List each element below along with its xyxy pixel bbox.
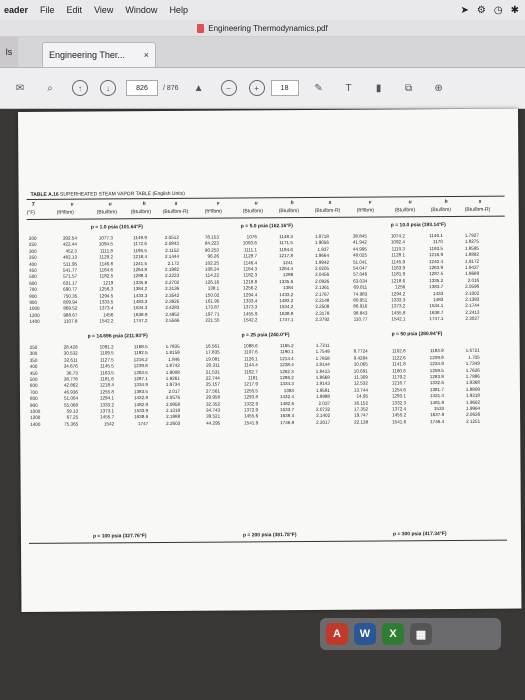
col-unit: (ft³/lbm) bbox=[56, 209, 74, 216]
excel-app-icon[interactable]: X bbox=[382, 623, 404, 645]
col-symbol: s bbox=[478, 198, 482, 205]
pressure-title: p = 200 psia (381.78°F) bbox=[242, 532, 297, 539]
col-symbol: h bbox=[290, 200, 294, 207]
table-title: TABLE A.16 SUPERHEATED STEAM VAPOR TABLE (English Units) bbox=[30, 190, 186, 198]
page-count: / 876 bbox=[163, 84, 179, 92]
col-unit: (Btu/lbm-R) bbox=[162, 208, 189, 215]
col-symbol: T bbox=[31, 201, 35, 208]
pdf-app-icon[interactable]: A bbox=[326, 623, 348, 645]
data-column: 1149.9 1172.6 1195.5 1218.4 1241.5 1264.8 1288.3 1335.8 1384.2 1433.3 1483.3 1534.3 1638.9 1747.2 bbox=[132, 235, 148, 324]
data-column: 1.7927 1.8275 1.8595 1.8892 1.9172 1.9437 1.9689 2.016 2.0596 2.1002 2.1383 2.1744 2.2413 2.3027 bbox=[464, 232, 480, 322]
dock bbox=[320, 618, 501, 650]
col-symbol: h bbox=[142, 201, 146, 208]
col-symbol: u bbox=[108, 201, 112, 208]
col-symbol: s bbox=[328, 199, 332, 206]
col-unit: (Btu/lbm) bbox=[430, 206, 451, 214]
grid-app-icon[interactable]: ▦ bbox=[410, 623, 432, 645]
col-symbol: v bbox=[368, 199, 372, 206]
col-unit: (ft³/lbm) bbox=[356, 207, 374, 214]
col-unit: (Btu/lbm) bbox=[96, 209, 118, 216]
pressure-title: p = 10.0 psia (193.14°F) bbox=[390, 222, 446, 229]
up-arrow-icon[interactable]: ↑ bbox=[72, 80, 88, 96]
data-column: 1.8718 1.9056 1.937 1.9664 1.9942 2.0205 2.0456 2.0926 2.1361 2.1767 2.2148 2.2508 2.3178 2.3792 bbox=[314, 233, 330, 323]
menu-view[interactable]: View bbox=[94, 5, 114, 15]
tab-engineering-thermodynamics[interactable] bbox=[42, 42, 156, 67]
menu-bar bbox=[0, 0, 525, 21]
toolbar bbox=[0, 68, 525, 109]
time-machine-icon[interactable]: ◷ bbox=[493, 4, 503, 16]
sidebar-toggle-icon[interactable]: ls bbox=[0, 37, 18, 67]
status-icons bbox=[461, 5, 519, 16]
data-column: 1091.2 1109.5 1127.5 1145.5 1163.5 1181.6 1218.4 1255.8 1294.1 1333.2 1373.1 1455.7 1542 bbox=[99, 344, 115, 427]
col-unit: (Btu/lbm-R) bbox=[464, 206, 491, 213]
data-column: 1.7211 1.7549 1.7858 1.8144 1.8413 1.8668 1.9143 1.9581 1.9988 2.037 2.0732 2.1402 2.2017 bbox=[315, 342, 331, 425]
stamp-icon[interactable]: ⧉ bbox=[405, 82, 413, 94]
col-symbol: u bbox=[408, 199, 412, 206]
data-column: 1088.6 1107.6 1126.1 1144.4 1162.7 1181 1217.9 1255.5 1293.8 1332.9 1372.9 1455.6 1541.9 bbox=[243, 343, 259, 426]
search-icon[interactable]: ⌕ bbox=[47, 82, 53, 94]
text-icon[interactable]: T bbox=[345, 82, 352, 94]
pressure-title: p = 300 psia (417.34°F) bbox=[392, 531, 447, 538]
pen-icon[interactable]: ✎ bbox=[314, 82, 323, 94]
data-column: 8.7724 9.4284 10.065 10.691 11.309 12.532 13.744 14.95 16.152 17.352 19.747 22.138 bbox=[353, 342, 369, 425]
down-arrow-icon[interactable]: ↓ bbox=[100, 80, 116, 96]
menu-window[interactable]: Window bbox=[125, 5, 158, 15]
mail-icon[interactable]: ✉ bbox=[15, 82, 25, 94]
col-unit: (ft³/lbm) bbox=[204, 208, 222, 215]
pressure-title: p = 100 psia (327.76°F) bbox=[92, 533, 147, 540]
word-app-icon[interactable]: W bbox=[354, 623, 376, 645]
pdf-document-icon bbox=[197, 24, 204, 33]
pressure-title: p = 25 psia (240.0°F) bbox=[241, 332, 290, 339]
col-unit: (Btu/lbm) bbox=[394, 207, 415, 214]
menu-edit[interactable]: Edit bbox=[66, 5, 83, 15]
col-symbol: h bbox=[444, 199, 448, 206]
add-icon[interactable]: ⊕ bbox=[434, 82, 443, 94]
col-unit: (Btu/lbm-R) bbox=[314, 207, 341, 214]
pointer-icon[interactable]: ▲ bbox=[193, 82, 204, 94]
data-column: 78.153 84.223 90.253 96.26 102.25 108.24 114.22 126.16 138.1 150.02 161.95 173.87 197.71 221.55 bbox=[204, 234, 220, 323]
data-column: 1077.3 1094.5 1111.8 1129.2 1146.8 1164.6 1182.5 1219 1256.3 1294.5 1333.5 1373.4 1456 1542.2 bbox=[98, 235, 114, 324]
window-titlebar bbox=[0, 20, 525, 37]
data-column: 38.845 41.942 44.995 48.025 51.041 54.047 57.046 63.034 69.011 74.983 80.951 86.916 98.843 110.77 bbox=[352, 233, 368, 322]
zoom-out-icon[interactable]: − bbox=[221, 80, 237, 96]
data-column: 1.7835 1.8159 1.846 1.8742 1.9008 1.9261 1.9734 2.017 2.0576 2.0958 2.1319 2.1988 2.2603 bbox=[165, 343, 181, 426]
menu-help[interactable]: Help bbox=[169, 5, 188, 15]
zoom-in-icon[interactable]: + bbox=[249, 80, 265, 96]
col-symbol: v bbox=[70, 201, 74, 208]
window-title: Engineering Thermodynamics.pdf bbox=[208, 23, 328, 33]
settings-icon[interactable]: ⚙ bbox=[476, 4, 486, 16]
tab-bar bbox=[0, 37, 525, 68]
data-column: 1102.8 1122.6 1141.8 1160.6 1179.2 1216.7 1254.6 1293.1 1332.3 1372.4 1455.2 1541.6 bbox=[391, 342, 407, 425]
pressure-title: p = 14.696 psia (211.93°F) bbox=[87, 333, 148, 340]
zoom-input[interactable]: 18 bbox=[271, 80, 299, 96]
page-number-input[interactable]: 826 bbox=[126, 80, 158, 96]
table-rule bbox=[27, 216, 505, 220]
col-symbol: s bbox=[174, 200, 178, 207]
pressure-title: p = 50 psia (280.94°F) bbox=[391, 331, 443, 338]
temperature-column: 200 250 300 350 400 450 500 600 700 800 900 1000 1200 1400 bbox=[28, 235, 40, 325]
highlight-icon[interactable]: ▮ bbox=[375, 82, 382, 94]
data-column: 1076 1093.6 1111.1 1128.7 1146.4 1164.3 1182.3 1218.8 1256.2 1294.4 1333.4 1373.3 1455.9 1542.2 bbox=[242, 234, 258, 323]
col-symbol: u bbox=[254, 200, 258, 207]
data-column: 28.428 30.532 32.611 34.676 36.73 38.778 42.862 46.936 51.004 55.068 59.13 67.25 75.365 bbox=[63, 344, 79, 427]
data-column: 392.54 422.44 452.3 482.13 511.95 541.77 571.57 631.17 690.77 750.35 809.94 869.52 988.67 1107.8 bbox=[62, 235, 78, 324]
data-column: 2.0512 2.0843 2.1152 2.1444 2.172 2.1982 2.2233 2.2702 2.3136 2.3542 2.3925 2.4283 2.4952 2.5566 bbox=[164, 234, 180, 324]
col-unit: (Btu/lbm) bbox=[242, 208, 264, 215]
data-column: 1165.2 1190.1 1214.4 1238.4 1262.3 1286.2 1334.3 1383 1432.4 1482.6 1533.7 1638.4 1746.8 bbox=[279, 343, 295, 426]
col-unit: (°F) bbox=[26, 209, 36, 216]
pointer-status-icon[interactable]: ➤ bbox=[460, 4, 469, 16]
close-tab-icon[interactable]: × bbox=[143, 50, 149, 60]
data-column: 1168.5 1192.5 1216.2 1239.8 1263.5 1287.1 1334.9 1383.5 1432.8 1482.9 1533.9 1638.6 1747 bbox=[133, 344, 149, 427]
temperature-column: 250 300 350 400 450 500 600 700 800 900 1000 1200 1400 bbox=[29, 344, 41, 427]
pressure-title: p = 1.0 psia (101.64°F) bbox=[90, 224, 143, 231]
data-column: 1074.2 1092.4 1110.3 1128.1 1145.9 1163.9 1181.9 1218.6 1256 1294.2 1333.3 1373.2 1455.8 1542.1 bbox=[390, 233, 406, 322]
col-symbol: v bbox=[216, 200, 220, 207]
data-column: 1183.9 1209.9 1234.9 1259.5 1283.9 1332.6 1381.7 1431.4 1481.8 1533 1637.9 1746.4 bbox=[429, 342, 445, 425]
menu-file[interactable]: File bbox=[40, 5, 55, 15]
bluetooth-icon[interactable]: ✱ bbox=[510, 4, 519, 16]
data-column: 1.6721 1.705 1.7349 1.7626 1.7886 1.8368 1.8809 1.9218 1.9602 1.9964 2.0636 2.1251 bbox=[465, 341, 481, 424]
data-column: 1146.1 1170 1193.5 1216.9 1240.4 1263.9 1287.5 1335.2 1383.7 1433 1483 1534.1 1638.7 1747.1 bbox=[428, 233, 444, 322]
tab-label: Engineering Ther... bbox=[49, 50, 125, 60]
pdf-page bbox=[18, 109, 521, 612]
col-unit: (Btu/lbm) bbox=[130, 209, 152, 216]
col-unit: (Btu/lbm) bbox=[278, 208, 300, 215]
pressure-title: p = 5.0 psia (162.16°F) bbox=[240, 223, 293, 230]
app-name[interactable]: eader bbox=[4, 5, 29, 15]
data-column: 16.561 17.835 19.081 20.311 21.531 22.744 25.157 27.561 29.958 32.352 34.743 39.521 44.295 bbox=[205, 343, 221, 426]
table-rule bbox=[29, 540, 507, 544]
data-column: 1148.3 1171.5 1194.6 1217.8 1241 1264.4 1288 1335.6 1384 1433.2 1483.2 1534.2 1638.8 1747.1 bbox=[278, 234, 294, 323]
